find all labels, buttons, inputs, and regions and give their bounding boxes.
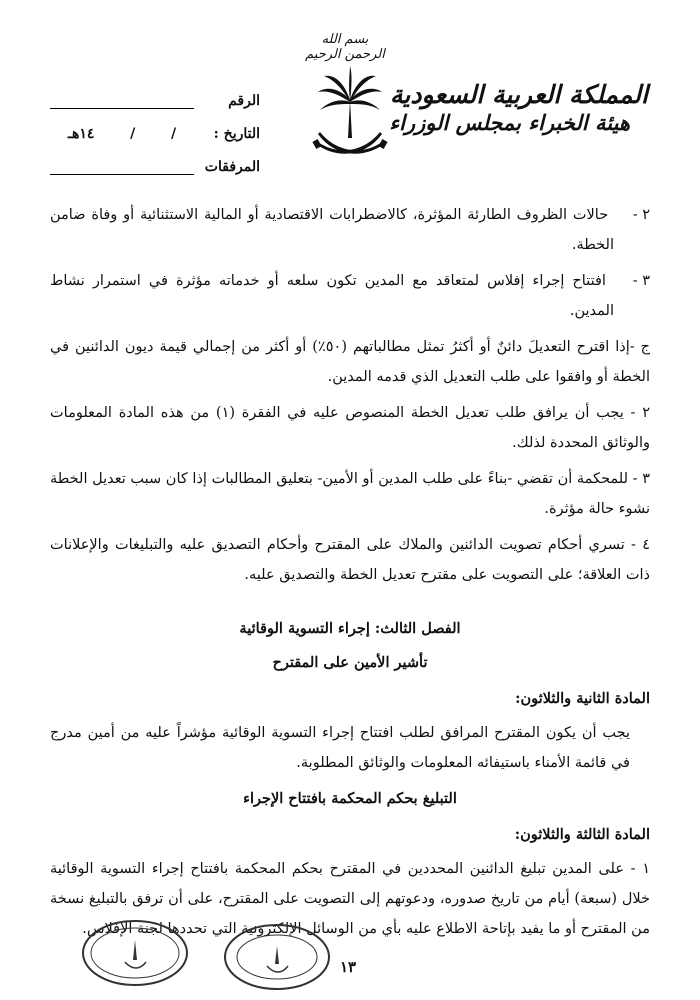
authority-title: هيئة الخبراء بمجلس الوزراء: [389, 110, 630, 135]
attachments-line: [50, 160, 194, 175]
page-number: ١٣: [340, 958, 357, 976]
saudi-emblem-icon: [310, 60, 390, 170]
reference-number-line: [50, 94, 194, 109]
date-label: التاريخ :: [213, 126, 260, 142]
clause-2: [50, 200, 650, 260]
paragraph-2: ٢ - يجب أن يرافق طلب تعديل الخطة المنصوص عليه في الفقرة (١) من هذه المادة المعلومات والوثائق المحددة لذلك.: [50, 405, 650, 451]
attachments-row: [50, 142, 260, 175]
date-fields: [50, 126, 200, 142]
article-text: ١ - على المدين تبليغ الدائنين المحددين في المقترح بحكم المحكمة بافتتاح إجراء التسوية الوقائية خلال (سبعة) أيام من تاريخ صدوره، ودعوتهم إلى التصويت على المقترح، على أن ترفق بالتبليغ نسخة من المقترح أو ما يفيد بإتاحة الاطلاع عليه بأي من الوسائل الإلكترونية التي تحددها لجنة الإفلاس.: [50, 861, 650, 937]
article-title: المادة الثانية والثلاثون:: [515, 690, 650, 707]
clause-number: ٢ -: [632, 207, 651, 223]
article-title: المادة الثالثة والثلاثون:: [514, 826, 650, 843]
date-separator: /: [130, 126, 136, 142]
official-stamp-icon: [80, 918, 190, 988]
section-title: التبليغ بحكم المحكمة بافتتاح الإجراء: [243, 790, 457, 807]
reference-number-label: الرقم: [228, 93, 260, 109]
clause-text: افتتاح إجراء إفلاس لمتعاقد مع المدين تكون سلعه أو خدماته مؤثرة في استمرار نشاط المدين.: [50, 273, 614, 319]
attachments-label: المرفقات: [204, 159, 260, 175]
paragraph-3: ٣ - للمحكمة أن تقضي -بناءً على طلب المدين أو الأمين- بتعليق المطالبات إذا كان سبب تعديل الخطة نشوء حالة مؤثرة.: [50, 471, 650, 517]
clause-3: [50, 266, 650, 326]
date-row: [50, 109, 260, 142]
date-separator: /: [171, 126, 177, 142]
paragraph-c: ج -إذا اقترح التعديلَ دائنٌ أو أكثرُ تمثل مطالباتهم (٥٠٪) أو أكثر من إجمالي قيمة ديون الدائنين في الخطة أو وافقوا على طلب التعديل الذي قدمه المدين.: [50, 339, 651, 385]
chapter-title: الفصل الثالث: إجراء التسوية الوقائية: [239, 620, 461, 637]
date-suffix: ١٤هـ: [67, 126, 95, 142]
section-title: تأشير الأمين على المقترح: [272, 654, 428, 671]
reference-number-row: [50, 76, 260, 109]
clause-number: ٣ -: [632, 273, 650, 289]
paragraph-4: ٤ - تسري أحكام تصويت الدائنين والملاك على المقترح وأحكام التصديق عليه والتبليغات والإعلانات ذات العلاقة؛ على التصويت على مقترح تعديل الخطة والتصديق عليه.: [50, 537, 650, 583]
article-text: يجب أن يكون المقترح المرافق لطلب افتتاح إجراء التسوية الوقائية مؤشراً عليه من أمين مدرج في قائمة الأمناء باستيفائه المعلومات والوثائق المطلوبة.: [50, 725, 630, 771]
clause-text: حالات الظروف الطارئة المؤثرة، كالاضطرابات الاقتصادية أو المالية الاستثنائية أو وفاة ضامن الخطة.: [50, 207, 614, 253]
kingdom-title: المملكة العربية السعودية: [389, 80, 648, 109]
reference-block: [50, 76, 260, 175]
document-body: [50, 200, 650, 950]
basmala-calligraphy: بسم الله الرحمن الرحيم: [305, 32, 385, 62]
official-stamp-icon: [222, 922, 332, 992]
